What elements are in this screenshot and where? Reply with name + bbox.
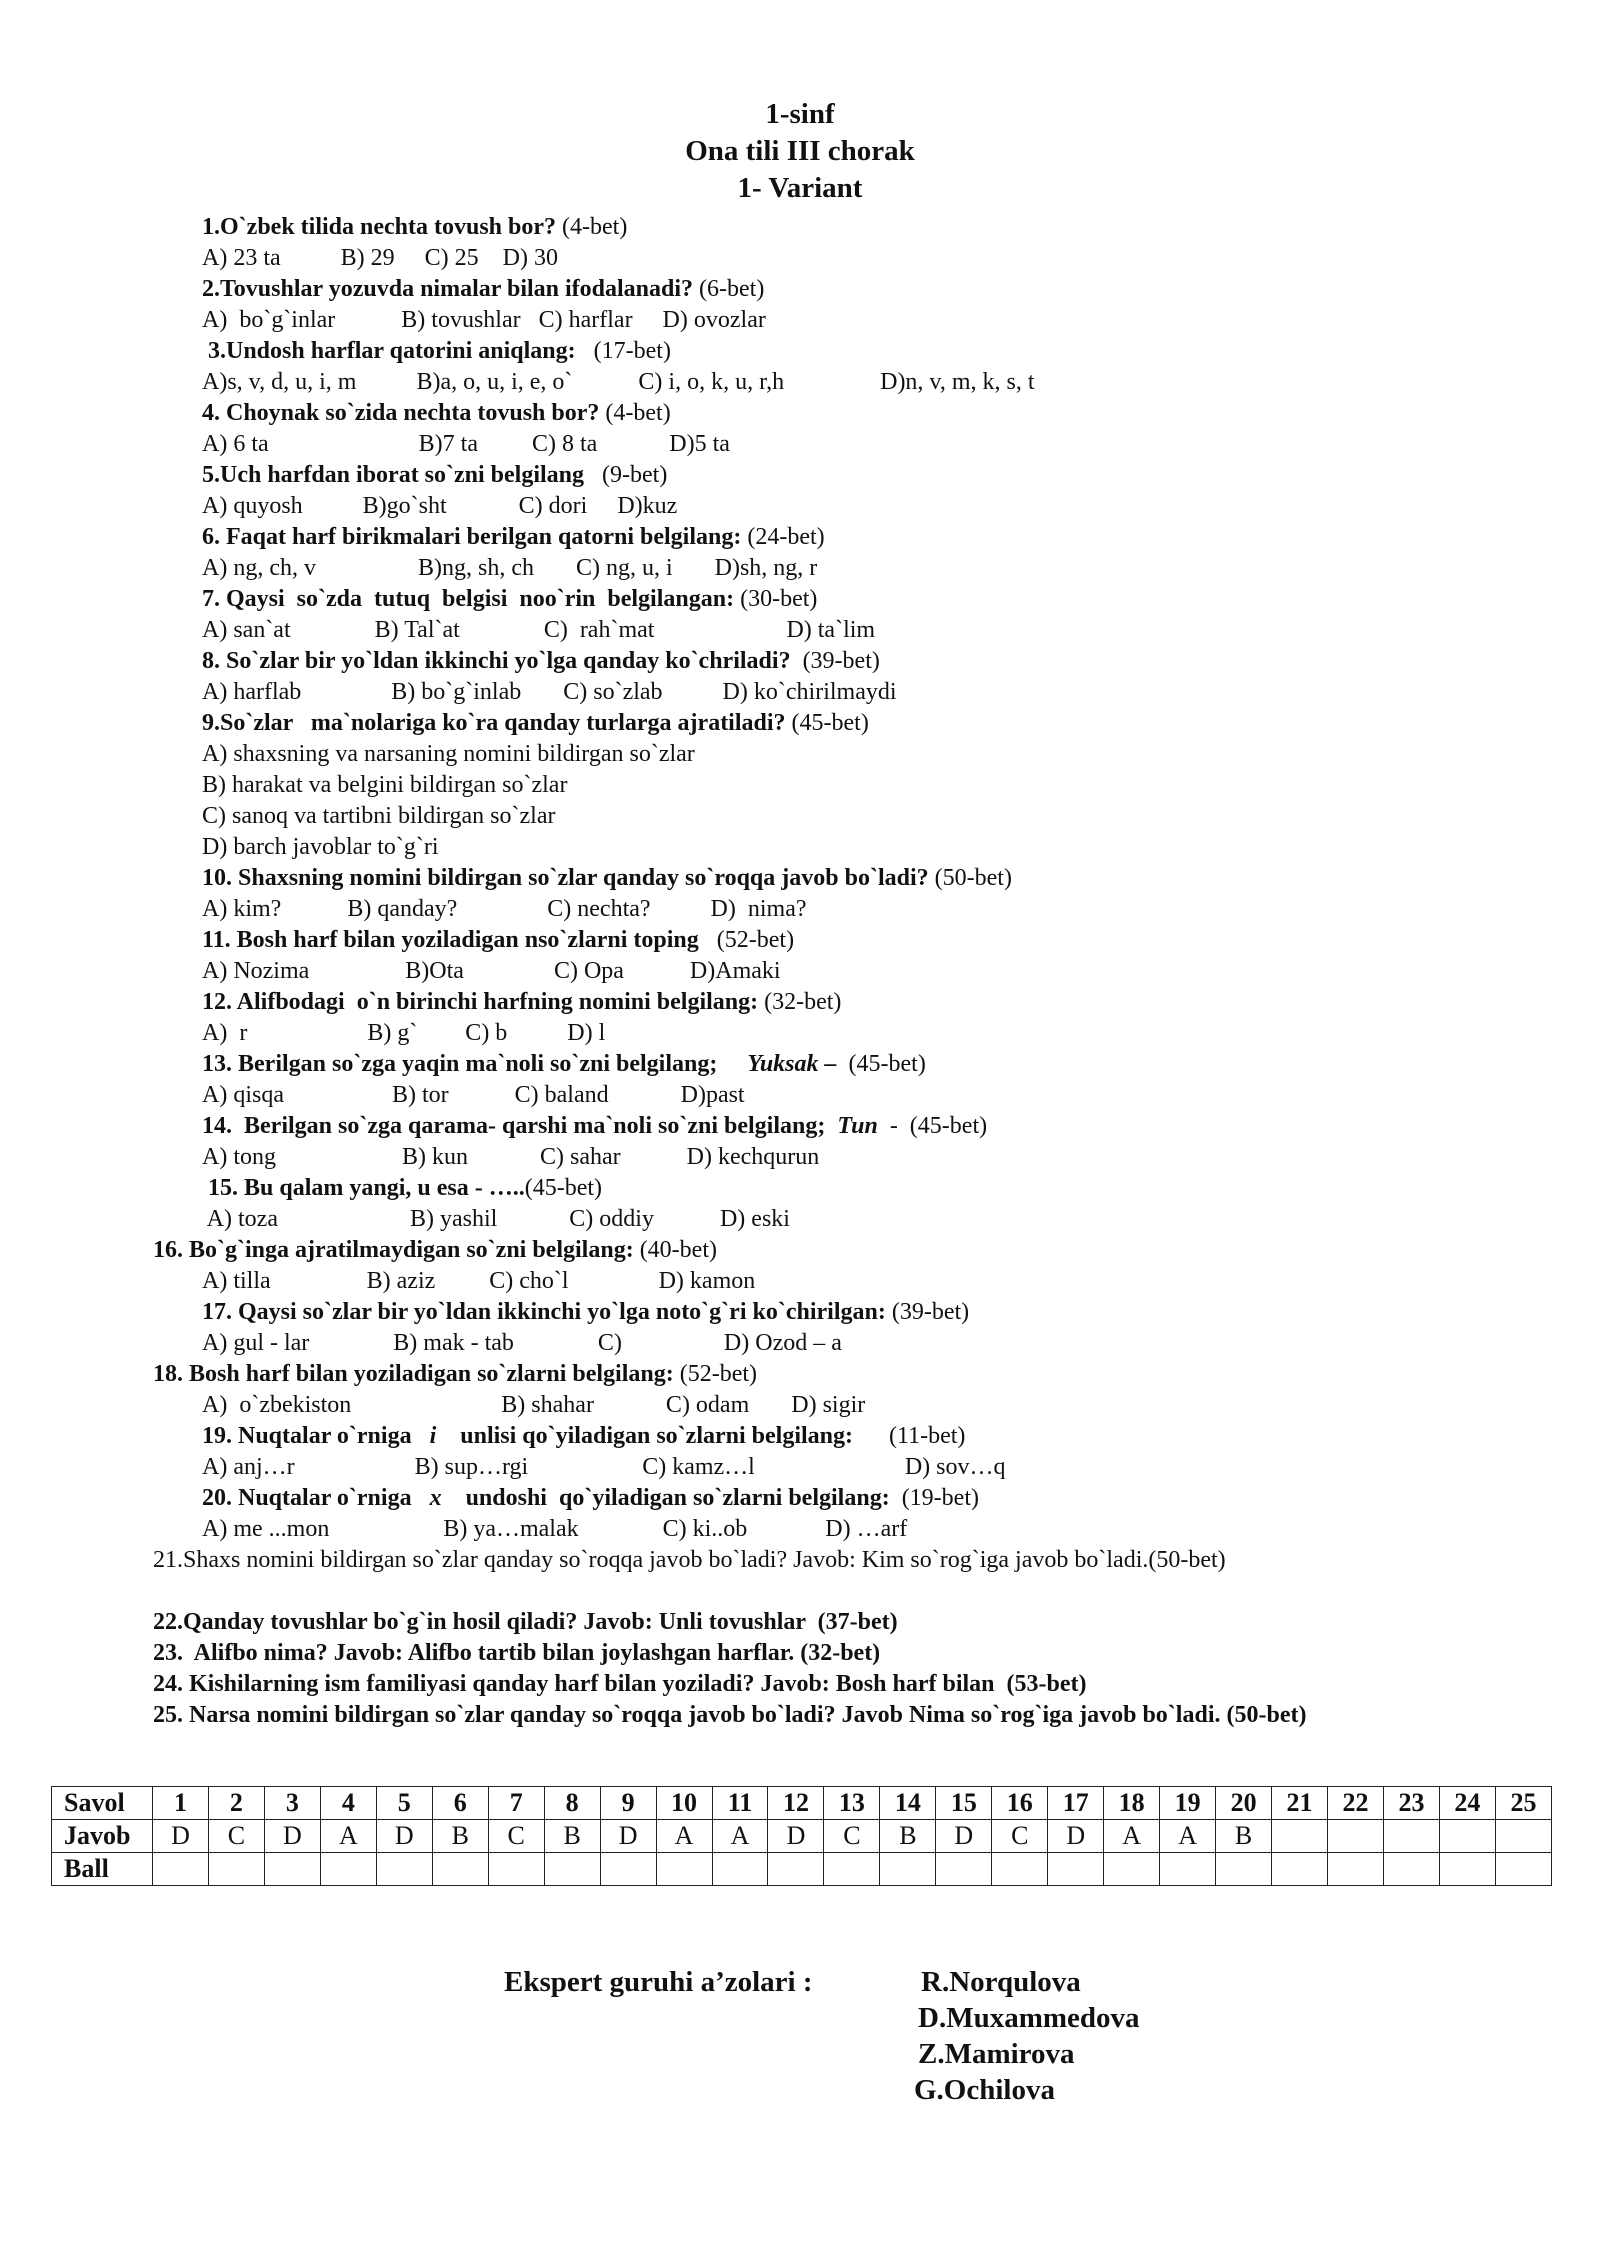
question-16: 16. Bo`g`inga ajratilmaydigan so`zni belgilang: (40-bet) — [153, 1237, 717, 1263]
options-10: A) kim? B) qanday? C) nechta? D) nima? — [202, 896, 807, 922]
table-cell: 19 — [1160, 1787, 1216, 1820]
row-savol — [52, 1787, 1552, 1820]
options-5: A) quyosh B)go`sht C) dori D)kuz — [202, 493, 678, 519]
question-14: 14. Berilgan so`zga qarama- qarshi ma`noli so`zni belgilang; Tun - (45-bet) — [202, 1113, 988, 1139]
question-18: 18. Bosh harf bilan yoziladigan so`zlarni belgilang: (52-bet) — [153, 1361, 758, 1387]
variant-title: 1- Variant — [737, 172, 863, 204]
table-cell: 15 — [936, 1787, 992, 1820]
option-9a: A) shaxsning va narsaning nomini bildirgan so`zlar — [202, 741, 695, 767]
options-3: A)s, v, d, u, i, m B)a, o, u, i, e, o` C) i, o, k, u, r,h D)n, v, m, k, s, t — [202, 369, 1035, 395]
table-cell: 23 — [1383, 1787, 1439, 1820]
table-cell: D — [768, 1820, 824, 1853]
table-cell — [376, 1853, 432, 1886]
table-cell: 13 — [824, 1787, 880, 1820]
row-javob — [52, 1820, 1552, 1853]
table-cell — [1328, 1853, 1384, 1886]
table-cell — [153, 1853, 209, 1886]
expert-name-2: D.Muxammedova — [918, 2002, 1140, 2034]
table-cell: 18 — [1104, 1787, 1160, 1820]
table-cell: B — [544, 1820, 600, 1853]
table-cell: 21 — [1272, 1787, 1328, 1820]
options-12: A) r B) g` C) b D) l — [202, 1020, 606, 1046]
options-15: A) toza B) yashil C) oddiy D) eski — [202, 1206, 790, 1232]
table-cell: 12 — [768, 1787, 824, 1820]
grade-title: 1-sinf — [765, 98, 835, 130]
table-cell: 3 — [264, 1787, 320, 1820]
row-label: Ball — [52, 1853, 153, 1886]
table-cell: D — [264, 1820, 320, 1853]
table-cell: 22 — [1328, 1787, 1384, 1820]
table-cell: C — [992, 1820, 1048, 1853]
question-8: 8. So`zlar bir yo`ldan ikkinchi yo`lga qanday ko`chriladi? (39-bet) — [202, 648, 880, 674]
table-cell — [656, 1853, 712, 1886]
table-cell — [208, 1853, 264, 1886]
table-cell: A — [1160, 1820, 1216, 1853]
question-19: 19. Nuqtalar o`rniga i unlisi qo`yiladigan so`zlarni belgilang: (11-bet) — [202, 1423, 966, 1449]
table-cell — [824, 1853, 880, 1886]
question-15: 15. Bu qalam yangi, u esa - …..(45-bet) — [202, 1175, 603, 1201]
table-cell — [880, 1853, 936, 1886]
question-21: 21.Shaxs nomini bildirgan so`zlar qanday so`roqqa javob bo`ladi? Javob: Kim so`rog`iga javob bo`ladi.(50-bet) — [153, 1547, 1226, 1573]
options-18: A) o`zbekiston B) shahar C) odam D) sigir — [202, 1392, 866, 1418]
table-cell — [1216, 1853, 1272, 1886]
table-cell: 10 — [656, 1787, 712, 1820]
table-cell — [1328, 1820, 1384, 1853]
question-7: 7. Qaysi so`zda tutuq belgisi noo`rin belgilangan: (30-bet) — [202, 586, 818, 612]
options-8: A) harflab B) bo`g`inlab C) so`zlab D) ko`chirilmaydi — [202, 679, 897, 705]
table-cell — [1272, 1853, 1328, 1886]
table-cell — [712, 1853, 768, 1886]
table-cell — [488, 1853, 544, 1886]
question-10: 10. Shaxsning nomini bildirgan so`zlar qanday so`roqqa javob bo`ladi? (50-bet) — [202, 865, 1012, 891]
options-14: A) tong B) kun C) sahar D) kechqurun — [202, 1144, 820, 1170]
question-13: 13. Berilgan so`zga yaqin ma`noli so`zni belgilang; Yuksak – (45-bet) — [202, 1051, 926, 1077]
table-cell: C — [488, 1820, 544, 1853]
table-cell: A — [320, 1820, 376, 1853]
table-cell: D — [153, 1820, 209, 1853]
options-20: A) me ...mon B) ya…malak C) ki..ob D) …arf — [202, 1516, 908, 1542]
option-9c: C) sanoq va tartibni bildirgan so`zlar — [202, 803, 556, 829]
question-3: 3.Undosh harflar qatorini aniqlang: (17-bet) — [202, 338, 671, 364]
table-cell — [1383, 1853, 1439, 1886]
question-11: 11. Bosh harf bilan yoziladigan nso`zlarni toping (52-bet) — [202, 927, 795, 953]
option-9b: B) harakat va belgini bildirgan so`zlar — [202, 772, 568, 798]
option-9d: D) barch javoblar to`g`ri — [202, 834, 439, 860]
table-cell — [1383, 1820, 1439, 1853]
options-16: A) tilla B) aziz C) cho`l D) kamon — [202, 1268, 756, 1294]
question-12: 12. Alifbodagi o`n birinchi harfning nomini belgilang: (32-bet) — [202, 989, 842, 1015]
table-cell: A — [1104, 1820, 1160, 1853]
question-5: 5.Uch harfdan iborat so`zni belgilang (9-bet) — [202, 462, 668, 488]
table-cell — [1495, 1820, 1551, 1853]
options-2: A) bo`g`inlar B) tovushlar C) harflar D) ovozlar — [202, 307, 766, 333]
table-cell: 14 — [880, 1787, 936, 1820]
question-2: 2.Tovushlar yozuvda nimalar bilan ifodalanadi? (6-bet) — [202, 276, 765, 302]
options-17: A) gul - lar B) mak - tab C) D) Ozod – a — [202, 1330, 842, 1356]
options-7: A) san`at B) Tal`at C) rah`mat D) ta`lim — [202, 617, 876, 643]
table-cell — [432, 1853, 488, 1886]
answer-table — [51, 1786, 1552, 1886]
table-cell: D — [936, 1820, 992, 1853]
expert-name-3: Z.Mamirova — [918, 2038, 1075, 2070]
question-6: 6. Faqat harf birikmalari berilgan qatorni belgilang: (24-bet) — [202, 524, 825, 550]
table-cell: 20 — [1216, 1787, 1272, 1820]
table-cell: C — [208, 1820, 264, 1853]
table-cell — [544, 1853, 600, 1886]
row-label: Savol — [52, 1787, 153, 1820]
options-4: A) 6 ta B)7 ta C) 8 ta D)5 ta — [202, 431, 730, 457]
question-17: 17. Qaysi so`zlar bir yo`ldan ikkinchi yo`lga noto`g`ri ko`chirilgan: (39-bet) — [202, 1299, 970, 1325]
table-cell: 1 — [153, 1787, 209, 1820]
table-cell: 5 — [376, 1787, 432, 1820]
question-9: 9.So`zlar ma`nolariga ko`ra qanday turlarga ajratiladi? (45-bet) — [202, 710, 869, 736]
row-label: Javob — [52, 1820, 153, 1853]
experts-label: Ekspert guruhi a’zolari : — [504, 1966, 813, 1998]
open-answer-22: 22.Qanday tovushlar bo`g`in hosil qiladi? Javob: Unli tovushlar (37-bet) — [153, 1609, 898, 1635]
table-cell — [1048, 1853, 1104, 1886]
question-1: 1.O`zbek tilida nechta tovush bor? (4-bet) — [202, 214, 628, 240]
table-cell — [936, 1853, 992, 1886]
options-13: A) qisqa B) tor C) baland D)past — [202, 1082, 745, 1108]
table-cell: 7 — [488, 1787, 544, 1820]
open-answer-24: 24. Kishilarning ism familiyasi qanday harf bilan yoziladi? Javob: Bosh harf bilan (53-bet) — [153, 1671, 1087, 1697]
table-cell: 25 — [1495, 1787, 1551, 1820]
table-cell: C — [824, 1820, 880, 1853]
table-cell — [768, 1853, 824, 1886]
options-11: A) Nozima B)Ota C) Opa D)Amaki — [202, 958, 781, 984]
expert-name-1: R.Norqulova — [921, 1966, 1081, 1998]
options-1: A) 23 ta B) 29 C) 25 D) 30 — [202, 245, 558, 271]
table-cell — [1439, 1820, 1495, 1853]
table-cell — [320, 1853, 376, 1886]
table-cell — [1495, 1853, 1551, 1886]
table-cell: 2 — [208, 1787, 264, 1820]
table-cell: A — [656, 1820, 712, 1853]
options-19: A) anj…r B) sup…rgi C) kamz…l D) sov…q — [202, 1454, 1006, 1480]
table-cell: 16 — [992, 1787, 1048, 1820]
table-cell: 24 — [1439, 1787, 1495, 1820]
table-cell: 6 — [432, 1787, 488, 1820]
table-cell — [264, 1853, 320, 1886]
table-cell: D — [1048, 1820, 1104, 1853]
table-cell — [1104, 1853, 1160, 1886]
table-cell: 9 — [600, 1787, 656, 1820]
table-cell: D — [376, 1820, 432, 1853]
expert-name-4: G.Ochilova — [914, 2074, 1055, 2106]
row-ball — [52, 1853, 1552, 1886]
table-cell: B — [1216, 1820, 1272, 1853]
table-cell — [1272, 1820, 1328, 1853]
table-cell: B — [432, 1820, 488, 1853]
table-cell — [600, 1853, 656, 1886]
table-cell: 17 — [1048, 1787, 1104, 1820]
subject-title: Ona tili III chorak — [685, 135, 915, 167]
table-cell: B — [880, 1820, 936, 1853]
table-cell: A — [712, 1820, 768, 1853]
open-answer-23: 23. Alifbo nima? Javob: Alifbo tartib bilan joylashgan harflar. (32-bet) — [153, 1640, 881, 1666]
table-cell: 8 — [544, 1787, 600, 1820]
question-4: 4. Choynak so`zida nechta tovush bor? (4-bet) — [202, 400, 671, 426]
table-cell — [1439, 1853, 1495, 1886]
open-answer-25: 25. Narsa nomini bildirgan so`zlar qanday so`roqqa javob bo`ladi? Javob Nima so`rog`iga javob bo`ladi. (50-bet) — [153, 1702, 1307, 1728]
table-cell — [992, 1853, 1048, 1886]
table-cell: 4 — [320, 1787, 376, 1820]
table-cell — [1160, 1853, 1216, 1886]
table-cell: D — [600, 1820, 656, 1853]
table-cell: 11 — [712, 1787, 768, 1820]
options-6: A) ng, ch, v B)ng, sh, ch C) ng, u, i D)sh, ng, r — [202, 555, 818, 581]
question-20: 20. Nuqtalar o`rniga x undoshi qo`yiladigan so`zlarni belgilang: (19-bet) — [202, 1485, 979, 1511]
